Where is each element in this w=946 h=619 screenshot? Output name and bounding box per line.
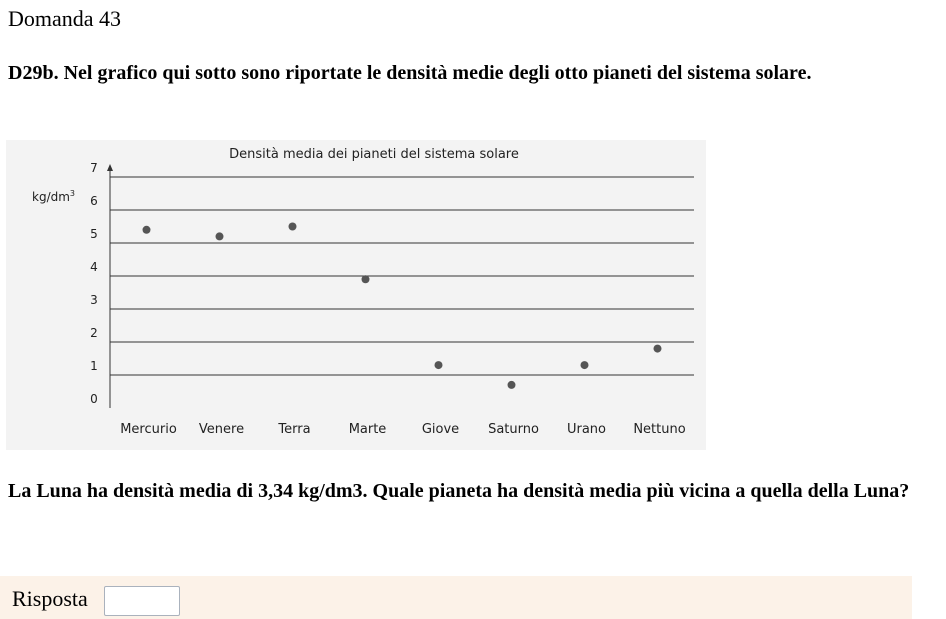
answer-row [0,576,912,619]
data-point-nettuno [654,345,662,353]
chart-grid [110,177,694,375]
data-point-venere [216,232,224,240]
x-category-label: Nettuno [633,422,686,437]
x-category-label: Terra [278,422,311,437]
chart-title: Densità media dei pianeti del sistema solare [229,147,519,162]
data-point-saturno [508,381,516,389]
y-tick-labels [90,161,98,406]
data-point-marte [362,275,370,283]
chart-svg [6,140,706,450]
x-category-label: Urano [566,422,607,437]
answer-input[interactable] [104,586,180,616]
y-tick-label: 7 [90,161,98,175]
y-tick-label: 2 [90,326,98,340]
x-category-labels [120,422,686,437]
y-tick-label: 3 [90,293,98,307]
data-point-mercurio [143,226,151,234]
x-category-label: Marte [348,422,387,437]
y-axis-arrow [107,164,113,171]
answer-label: Risposta [12,586,88,611]
y-axis-unit-sup: 3 [69,189,76,198]
y-axis-unit-base: kg/dm [32,190,70,204]
x-category-label: Saturno [488,422,539,437]
y-tick-label: 1 [90,359,98,373]
y-tick-label: 0 [90,392,98,406]
data-point-urano [581,361,589,369]
question-prompt: La Luna ha densità media di 3,34 kg/dm3. Quale pianeta ha densità media più vicina a quella della Luna? [8,480,910,502]
y-axis-unit-label [32,189,75,204]
y-tick-label: 6 [90,194,98,208]
y-tick-label: 5 [90,227,98,241]
question-number: Domanda 43 [8,6,122,31]
x-category-label: Mercurio [120,422,177,437]
y-tick-label: 4 [90,260,98,274]
question-text: D29b. Nel grafico qui sotto sono riportate le densità medie degli otto pianeti del sistema solare. [8,62,812,84]
x-category-label: Venere [198,422,245,437]
data-point-terra [289,223,297,231]
chart-axis [107,164,113,408]
density-chart [6,140,706,450]
data-points [143,223,662,389]
data-point-giove [435,361,443,369]
x-category-label: Giove [421,422,460,437]
